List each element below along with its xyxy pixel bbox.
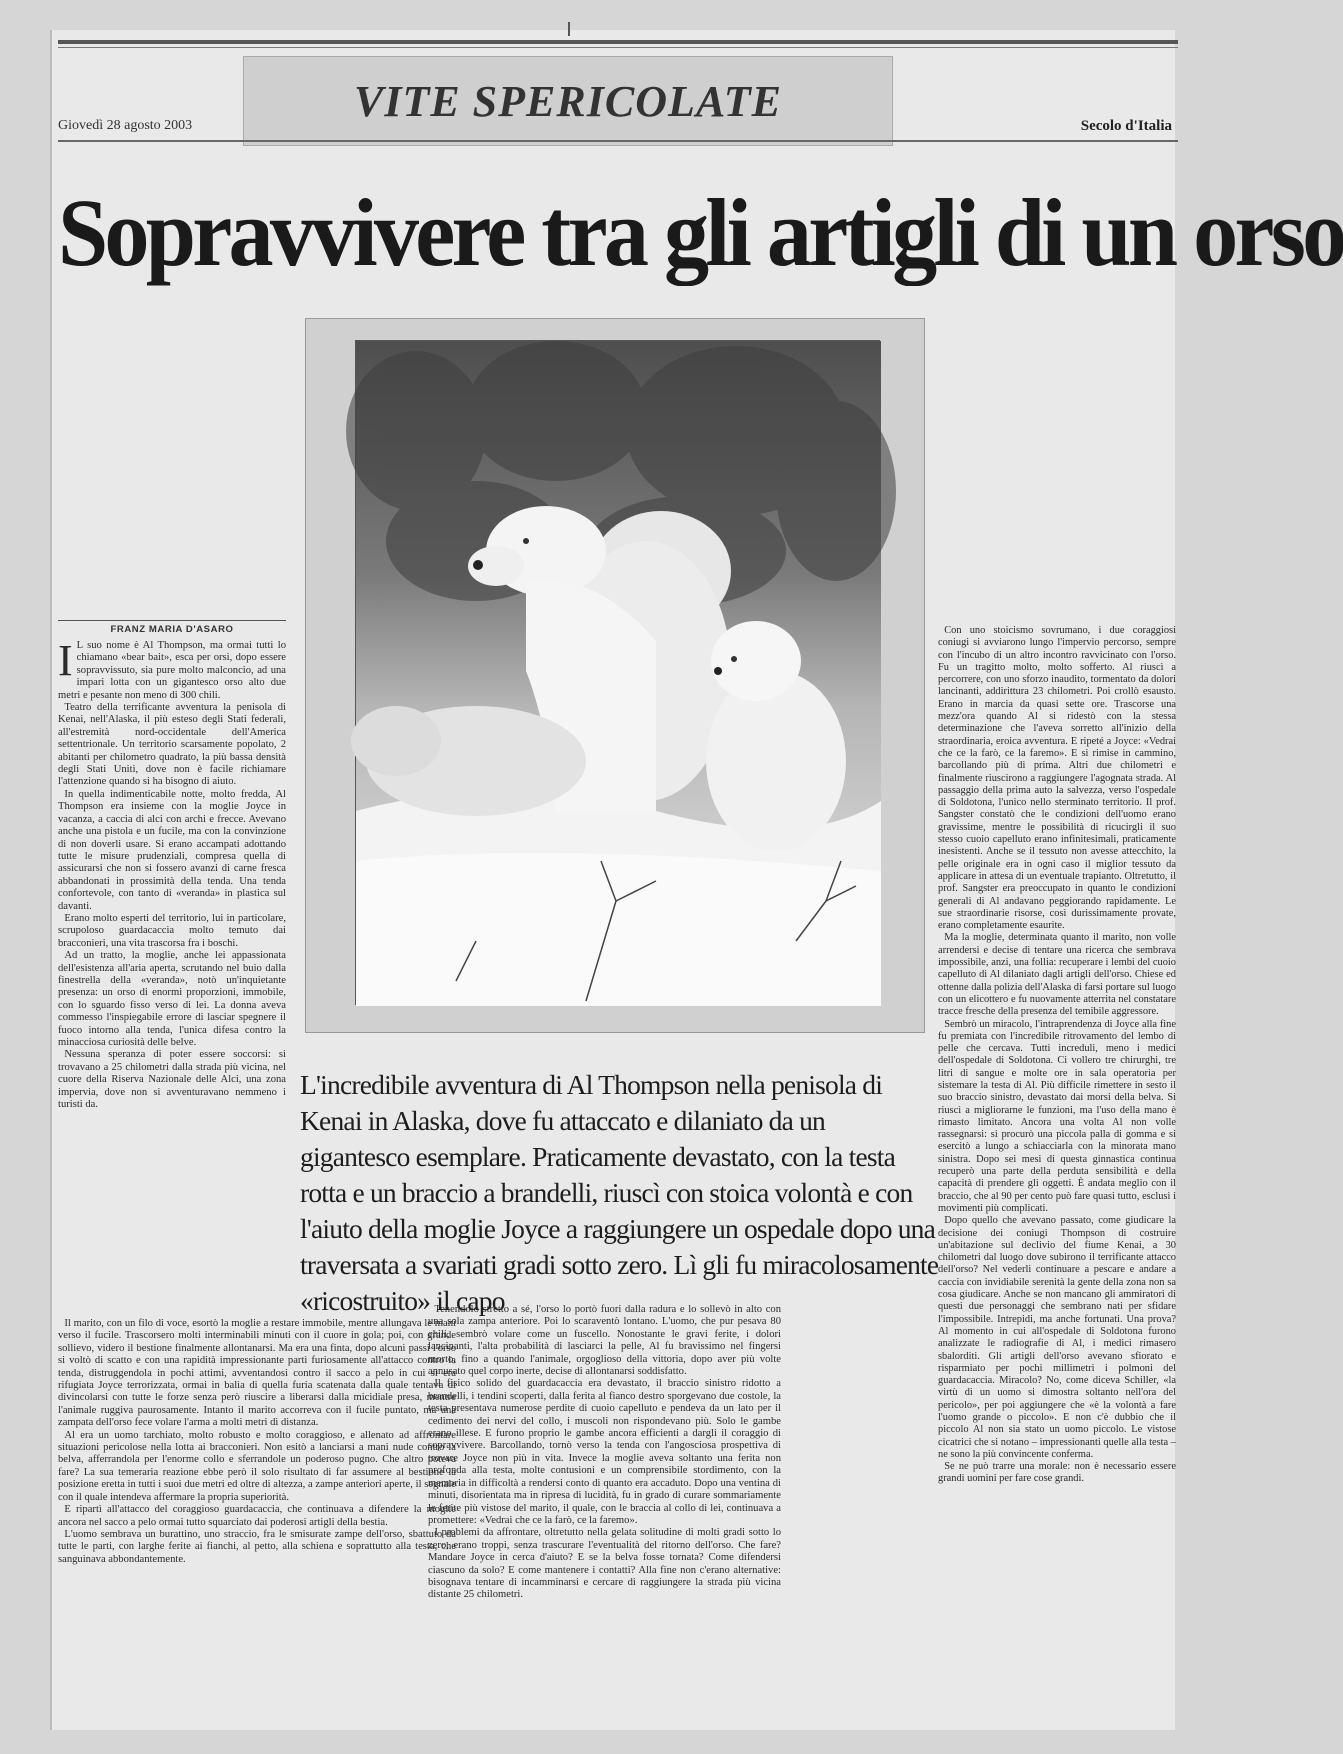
column-right <box>938 625 1176 1733</box>
paragraph: Nessuna speranza di poter essere soccorsi: si trovavano a 25 chilometri dalla strada più vicina, nel cuore della Riserva Nazionale delle Alci, una zona impervia, dove non si avventuravano nemmeno i turisti da. <box>58 1049 286 1111</box>
paragraph: Il fisico solido del guardacaccia era devastato, il braccio sinistro ridotto a brandelli, i tendini scoperti, dalla ferita al fianco destro sporgevano due costole, la testa presentava numerose perdite di cuoio capelluto e pendeva da un lato per il cedimento dei nervi del collo, i muscoli non rispondevano più. Solo le gambe erano illese. E furono proprio le gambe ancora efficienti a dargli il coraggio di sopravvivere. Barcollando, tornò verso la tenda con l'angosciosa prospettiva di trovare Joyce non più in vita. Invece la moglie aveva soltanto una ferita non profonda alla testa, molte contusioni e un comprensibile stordimento, con la memoria in difficoltà a rendersi conto di quanto era accaduto. Dopo una ventina di minuti, disorientata ma in ripresa di lucidità, fu in grado di curare sommariamente le ferite più vistose del marito, il quale, con le braccia al collo di lei, continuava a promettere: «Vedrai che ce la farò, ce la faremo». <box>428 1378 781 1526</box>
paragraph: Ma la moglie, determinata quanto il marito, non volle arrendersi e decise di tentare una ricerca che sembrava impossibile, anzi, una follia: recuperare i lembi del cuoio capelluto di Al dilaniato dagli artigli dell'orso. Chiese ed ottenne dalla polizia dell'Alaska di farsi portare sul luogo con un elicottero e fu nuovamente atterrita nel constatare tracce fresche della presenza del temibile aggressore. <box>938 932 1176 1018</box>
paragraph: Il marito, con un filo di voce, esortò la moglie a restare immobile, mentre allungava le mani verso il fucile. Trascorsero molti interminabili minuti con il cuore in gola; poi, con grande sollievo, videro il bestione finalmente allontanarsi. Ma era una finta, dopo alcuni passi l'orso si voltò di scatto e con una rapidità impressionante partì furiosamente all'attacco contro la tenda, distruggendola in pochi attimi, avventandosi contro il sacco a pelo in cui si era rifugiata Joyce terrorizzata, ormai in balìa di quella furia scatenata dalla quale tentava di divincolarsi con tutte le forze senza però riuscire a liberarsi dalla micidiale presa, mentre l'animale ruggiva paurosamente. Intanto il marito accorreva con il fucile puntato, ma una zampata dell'orso fece volare l'arma a molti metri di distanza. <box>58 1318 456 1429</box>
column-bottom-middle <box>428 1304 781 1734</box>
issue-date: Giovedì 28 agosto 2003 <box>58 118 193 133</box>
paragraph: I problemi da affrontare, oltretutto nella gelata solitudine di molti gradi sotto lo zero, erano troppi, senza trascurare l'eventualità del ritorno dell'orso. Che fare? Mandare Joyce in cerca d'aiuto? E se la belva fosse tornata? Come difendersi ciascuno da solo? E come mantenere i contatti? Alla fine non c'erano alternative: bisognava tentare di incamminarsi e cercare di raggiungere la strada più vicina distante 25 chilometri. <box>428 1527 781 1601</box>
polar-bears-illustration <box>356 341 881 1006</box>
newspaper-name: Secolo d'Italia <box>1080 118 1172 134</box>
paragraph: In quella indimenticabile notte, molto fredda, Al Thompson era insieme con la moglie Joyce in vacanza, a caccia di alci con archi e frecce. Avevano anche una pistola e un fucile, ma con la convinzione di non doverli usare. Si erano accampati adottando tutte le misure prudenziali, compresa quella di assicurarsi che non si fossero avanzi di carne fresca abbandonati in prossimità della tenda. Una tenda confortevole, con tanto di «veranda» in plastica sul davanti. <box>58 788 286 912</box>
paragraph: L suo nome è Al Thompson, ma ormai tutti lo chiamano «bear bait», esca per orsi, dopo essere sopravvissuto, sia pure molto malconcio, ad una impari lotta con un gigantesco orso alto due metri e pesante non meno di 300 chili. <box>58 640 286 701</box>
paragraph: Sembrò un miracolo, l'intraprendenza di Joyce alla fine fu premiata con l'incredibile ritrovamento del lembo di pelle che cercava. Tutti increduli, meno i medici dell'ospedale di Soldotona. Ci vollero tre chirurghi, tre litri di sangue e molte ore in sala operatoria per sistemare la testa di Al. Più difficile rimettere in sesto il suo braccio sinistro, devastato dai morsi della belva. Si riuscì a migliorarne le funzioni, ma l'uso della mano è rimasto limitato. Ancora una volta Al non volle rassegnarsi: si procurò una piccola palla di gomma e si esercitò a lungo a schiacciarla con la minorata mano sinistra. Dopo sei mesi di questa ginnastica continua recuperò una parte della perduta sensibilità e della capacità di prendere gli oggetti. È andata meglio con il braccio, che al 90 per cento può fare quasi tutto, esclusi i movimenti più complicati. <box>938 1018 1176 1214</box>
paragraph: Se ne può trarre una morale: non è necessario essere grandi uomini per fare cose grandi. <box>938 1461 1176 1485</box>
top-tick-mark <box>568 22 570 36</box>
dropcap: I <box>58 636 73 685</box>
paragraph: Con uno stoicismo sovrumano, i due coraggiosi coniugi si avviarono lungo l'impervio percorso, sempre con l'incubo di un altro incontro ravvicinato con l'orso. Fu un tragitto molto, molto sofferto. Al riuscì a percorrere, con uno sforzo inaudito, tormentato da dolori lancinanti, addirittura 23 chilometri. Poi crollò esausto. Erano in marcia da quasi sette ore. Trascorse una mezz'ora quando Al si ridestò con la stessa determinazione che l'aveva sorretto all'inizio della straordinaria, eroica avventura. E ripeté a Joyce: «Vedrai che ce la farò, ce la faremo». E si rimise in cammino, barcollando più di prima. Altri due chilometri e finalmente riuscirono a raggiungere l'agognata strada. Al passaggio della prima auto la salvezza, verso l'ospedale di Soldotona, l'unico nello sterminato territorio. Il prof. Sangster constatò che le condizioni dell'uomo erano gravissime, mentre le possibilità di ricucirgli il suo stesso cuoio capelluto erano infinitesimali, praticamente inesistenti. Anche se il tessuto non avesse attecchito, la pelle originale era in ogni caso il miglior tessuto da applicare in attesa di un eventuale trapianto. Oltretutto, il prof. Sangster era preoccupato in quanto le condizioni generali di Al andavano peggiorando rapidamente. Le sue straordinarie risorse, così durissimamente provate, erano completamente esaurite. <box>938 625 1176 932</box>
section-masthead <box>243 56 893 146</box>
section-title: VITE SPERICOLATE <box>353 76 782 126</box>
byline-rule <box>58 620 286 621</box>
paragraph: Tenendolo stretto a sé, l'orso lo portò fuori dalla radura e lo sollevò in alto con una sola zampa anteriore. Poi lo scaraventò lontano. L'uomo, che pur pesava 80 chili, sembrò volare come un fuscello. Nonostante le gravi ferite, i dolori lancinanti, l'alta probabilità di lasciarci la pelle, Al fu bravissimo nel fingersi morto, fino a quando l'animale, orgoglioso della vittoria, dopo aver più volte annusato quel corpo inerte, decise di allontanarsi soddisfatto. <box>428 1304 781 1378</box>
paragraph: Erano molto esperti del territorio, lui in particolare, scrupoloso guardacaccia molto temuto dai bracconieri, una vita trascorsa fra i boschi. <box>58 912 286 949</box>
paragraph: Ad un tratto, la moglie, anche lei appassionata dell'esistenza all'aria aperta, scrutando nel buio dalla finestrella della «veranda», notò un'inquietante presenza: un orso di enormi proporzioni, immobile, con lo sguardo fisso verso di lei. La donna aveva commesso l'inspiegabile errore di lasciar spegnere il fuoco intorno alla tenda, l'unica difesa contro la minacciosa curiosità delle belve. <box>58 950 286 1048</box>
headline: Sopravvivere tra gli artigli di un orso <box>58 179 1343 286</box>
paragraph: Teatro della terrificante avventura la penisola di Kenai, nell'Alaska, il più esteso degli Stati federali, all'estremità nord-occidentale dell'America settentrionale. Un territorio scarsamente popolato, 2 abitanti per chilometro quadrato, la più bassa densità degli Stati Uniti, dove non è facile richiamare l'attenzione quando si ha bisogno di aiuto. <box>58 702 286 788</box>
paragraph: Al era un uomo tarchiato, molto robusto e molto coraggioso, e allenato ad affrontare situazioni pericolose nella lotta ai bracconieri. Non esitò a lanciarsi a mani nude contro la belva, afferrandola per l'enorme collo e sferrandole un poderoso pugno. Che altro poteva fare? La sua temeraria reazione ebbe però il solo risultato di far assumere al bestione la posizione eretta in tutti i suoi due metri ed oltre di altezza, a zampe anteriori aperte, il segnale con il quale intendeva affermare la propria superiorità. <box>58 1429 456 1503</box>
header-rule <box>58 140 1178 142</box>
top-rule-thin <box>58 47 1178 48</box>
polar-bears-photo <box>355 340 880 1005</box>
column-bottom-left <box>58 1318 456 1733</box>
paragraph: E ripartì all'attacco del coraggioso guardacaccia, che continuava a difendere la moglie ancora nel sacco a pelo ormai tutto squarciato dai poderosi artigli della bestia. <box>58 1504 456 1528</box>
subheadline: L'incredibile avventura di Al Thompson nella penisola di Kenai in Alaska, dove fu attaccato e dilaniato da un gigantesco esemplare. Praticamente devastato, con la testa rotta e un braccio a brandelli, riuscì con stoica volontà e con l'aiuto della moglie Joyce a raggiungere un ospedale dopo una traversata a svariati gradi sotto zero. Lì gli fu miracolosamente «ricostruito» il capo <box>300 1069 939 1316</box>
paragraph: Dopo quello che avevano passato, come giudicare la decisione dei coniugi Thompson di costruire un'abitazione sul declivio del fiume Kenai, a 30 chilometri dal luogo dove subirono il terrificante attacco dell'orso? Nel vederli continuare a pescare e andare a caccia con invidiabile serenità la gente della zona non sa cosa giudicare. Anche se non mancano gli ammiratori di questi due personaggi che sembrano nati per sfidare l'impossibile. Intrepidi, ma anche fortunati. Una prova? Al momento in cui all'ospedale di Soldotona furono analizzate le radiografie di Al, i medici rimasero sbalorditi. Gli artigli dell'orso avevano sfiorato e risparmiato per pochi millimetri i polmoni del guardacaccia. Miracolo? No, come diceva Schiller, «la virtù di un uomo si dimostra soltanto nell'ora del pericolo», per poi aggiungere che «è la volontà a fare l'uomo grande o piccolo». E non c'è dubbio che il piccolo Al non sia stato un uomo piccolo. Le vistose cicatrici che si notano – impressionanti quelle alla testa – ne sono la più convincente conferma. <box>938 1215 1176 1460</box>
byline: FRANZ MARIA D'ASARO <box>110 624 234 635</box>
column-left <box>58 636 286 1310</box>
top-rule <box>58 40 1178 44</box>
paragraph: L'uomo sembrava un burattino, uno straccio, fra le smisurate zampe dell'orso, sbattuto da tutte le parti, con larghe ferite ai fianchi, al petto, alla schiena e soprattutto alla testa, che sanguinava abbondantemente. <box>58 1528 456 1565</box>
